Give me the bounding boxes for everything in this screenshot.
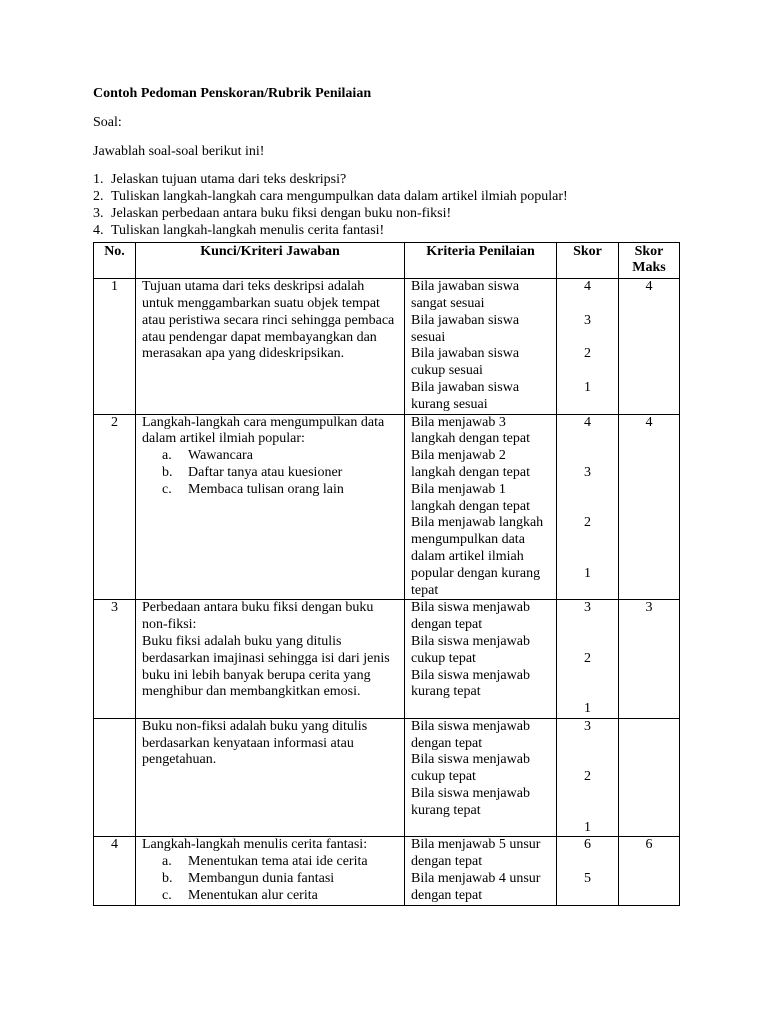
skor-value: 2 bbox=[584, 650, 591, 666]
cell-no: 4 bbox=[94, 837, 136, 905]
list-letter: a. bbox=[162, 448, 172, 464]
question-text: Jelaskan perbedaan antara buku fiksi dengan buku non-fiksi! bbox=[111, 205, 452, 221]
cell-no: 1 bbox=[94, 279, 136, 414]
list-text: Daftar tanya atau kuesioner bbox=[188, 464, 343, 480]
skor-value: 1 bbox=[584, 565, 591, 581]
table-row bbox=[94, 414, 680, 600]
cell-skor bbox=[557, 414, 619, 600]
kriteria-item: Bila menjawab 4 unsur dengan tepat bbox=[411, 871, 541, 903]
cell-skor-maks: 4 bbox=[619, 414, 680, 600]
skor-value: 3 bbox=[584, 464, 591, 480]
skor-value: 1 bbox=[584, 819, 591, 835]
cell-kriteria bbox=[405, 718, 557, 837]
soal-label: Soal: bbox=[93, 114, 122, 130]
skor-value: 1 bbox=[584, 701, 591, 717]
cell-skor bbox=[557, 600, 619, 719]
cell-no: 3 bbox=[94, 600, 136, 719]
list-letter: a. bbox=[162, 854, 172, 870]
question-number: 3. bbox=[93, 205, 104, 221]
kriteria-item: Bila siswa menjawab kurang tepat bbox=[411, 667, 530, 700]
cell-kunci bbox=[136, 414, 405, 600]
skor-value: 3 bbox=[584, 718, 591, 734]
question-text: Tuliskan langkah-langkah cara mengumpulkan data dalam artikel ilmiah popular! bbox=[111, 189, 568, 205]
cell-kunci: Tujuan utama dari teks deskripsi adalah untuk menggambarkan suatu objek tempat atau peristiwa secara rinci sehingga pembaca atau pendengar dapat membayangkan dan merasakan apa yang dideskripsikan. bbox=[136, 279, 405, 414]
cell-kriteria bbox=[405, 279, 557, 414]
kriteria-item: Bila menjawab 5 unsur dengan tepat bbox=[411, 837, 541, 870]
list-text: Menentukan alur cerita bbox=[188, 887, 318, 903]
question-item bbox=[93, 172, 679, 189]
question-item bbox=[93, 189, 679, 206]
table-header-row bbox=[94, 242, 680, 279]
skor-value: 5 bbox=[584, 871, 591, 887]
header-skor-maks-line1: Skor bbox=[634, 243, 664, 259]
question-number: 4. bbox=[93, 222, 104, 238]
table-row bbox=[94, 600, 680, 719]
header-no: No. bbox=[94, 242, 136, 279]
kriteria-item: Bila jawaban siswa kurang sesuai bbox=[411, 379, 520, 412]
question-text: Tuliskan langkah-langkah menulis cerita fantasi! bbox=[111, 222, 385, 238]
list-text: Membaca tulisan orang lain bbox=[188, 481, 344, 497]
kunci-list-item bbox=[142, 871, 398, 888]
cell-skor-maks bbox=[619, 718, 680, 837]
question-item bbox=[93, 223, 679, 240]
document-title: Contoh Pedoman Penskoran/Rubrik Penilaian bbox=[93, 86, 372, 101]
instruction-text: Jawablah soal-soal berikut ini! bbox=[93, 143, 265, 159]
question-number: 1. bbox=[93, 172, 104, 188]
list-letter: c. bbox=[162, 887, 172, 903]
kriteria-item: Bila jawaban siswa sesuai bbox=[411, 312, 520, 345]
kriteria-item: Bila siswa menjawab dengan tepat bbox=[411, 600, 530, 633]
question-text: Jelaskan tujuan utama dari teks deskripsi? bbox=[111, 172, 347, 188]
kunci-intro: Langkah-langkah menulis cerita fantasi: bbox=[142, 837, 368, 853]
list-letter: c. bbox=[162, 481, 172, 497]
rubric-table bbox=[93, 242, 680, 906]
question-list bbox=[93, 172, 679, 239]
kunci-list-item bbox=[142, 854, 398, 871]
question-item bbox=[93, 206, 679, 223]
table-row bbox=[94, 279, 680, 414]
cell-kriteria bbox=[405, 414, 557, 600]
list-text: Menentukan tema atai ide cerita bbox=[188, 854, 368, 870]
header-skor-maks-line2: Maks bbox=[632, 260, 666, 276]
header-kunci: Kunci/Kriteri Jawaban bbox=[136, 242, 405, 279]
list-letter: b. bbox=[162, 871, 173, 887]
kriteria-item: Bila menjawab 1 langkah dengan tepat bbox=[411, 481, 530, 514]
kunci-list-item bbox=[142, 482, 398, 499]
cell-kriteria bbox=[405, 837, 557, 905]
cell-skor bbox=[557, 718, 619, 837]
skor-value: 2 bbox=[584, 515, 591, 531]
skor-value: 2 bbox=[584, 769, 591, 785]
cell-kunci bbox=[136, 600, 405, 719]
kriteria-item: Bila menjawab langkah mengumpulkan data dalam artikel ilmiah popular dengan kurang tepat bbox=[411, 515, 544, 598]
cell-skor bbox=[557, 837, 619, 905]
kriteria-item: Bila siswa menjawab kurang tepat bbox=[411, 786, 530, 818]
cell-no bbox=[94, 718, 136, 837]
table-row bbox=[94, 718, 680, 837]
list-text: Membangun dunia fantasi bbox=[188, 871, 335, 887]
cell-kunci: Buku non-fiksi adalah buku yang ditulis berdasarkan kenyataan informasi atau pengetahuan. bbox=[136, 718, 405, 837]
kunci-list-item bbox=[142, 448, 398, 465]
table-row bbox=[94, 837, 680, 905]
cell-skor-maks: 6 bbox=[619, 837, 680, 905]
kunci-intro: Perbedaan antara buku fiksi dengan buku non-fiksi: bbox=[142, 600, 374, 633]
kriteria-item: Bila siswa menjawab cukup tepat bbox=[411, 752, 530, 785]
kriteria-item: Bila menjawab 3 langkah dengan tepat bbox=[411, 414, 530, 447]
skor-value: 3 bbox=[584, 312, 591, 328]
cell-no: 2 bbox=[94, 414, 136, 600]
header-kriteria: Kriteria Penilaian bbox=[405, 242, 557, 279]
skor-value: 3 bbox=[584, 600, 591, 616]
cell-skor bbox=[557, 279, 619, 414]
list-text: Wawancara bbox=[188, 448, 253, 464]
cell-skor-maks: 3 bbox=[619, 600, 680, 719]
kunci-list-item bbox=[142, 888, 398, 905]
kunci-intro: Langkah-langkah cara mengumpulkan data dalam artikel ilmiah popular: bbox=[142, 414, 385, 447]
cell-kunci bbox=[136, 837, 405, 905]
list-letter: b. bbox=[162, 464, 173, 480]
header-skor: Skor bbox=[557, 242, 619, 279]
cell-kriteria bbox=[405, 600, 557, 719]
kunci-list-item bbox=[142, 465, 398, 482]
skor-value: 4 bbox=[584, 414, 591, 430]
skor-value: 6 bbox=[584, 837, 591, 853]
kriteria-item: Bila siswa menjawab cukup tepat bbox=[411, 633, 530, 666]
kunci-body: Buku fiksi adalah buku yang ditulis berdasarkan imajinasi sehingga isi dari jenis buku ini lebih banyak berupa cerita yang menghibur dan membangkitkan emosi. bbox=[142, 633, 390, 700]
document-page bbox=[93, 86, 679, 906]
question-number: 2. bbox=[93, 189, 104, 205]
cell-skor-maks: 4 bbox=[619, 279, 680, 414]
skor-value: 2 bbox=[584, 346, 591, 362]
kriteria-item: Bila jawaban siswa cukup sesuai bbox=[411, 346, 520, 379]
kriteria-item: Bila siswa menjawab dengan tepat bbox=[411, 718, 530, 751]
skor-value: 1 bbox=[584, 379, 591, 395]
skor-value: 4 bbox=[584, 279, 591, 295]
kriteria-item: Bila menjawab 2 langkah dengan tepat bbox=[411, 448, 530, 480]
header-skor-maks bbox=[619, 242, 680, 279]
kriteria-item: Bila jawaban siswa sangat sesuai bbox=[411, 279, 520, 311]
